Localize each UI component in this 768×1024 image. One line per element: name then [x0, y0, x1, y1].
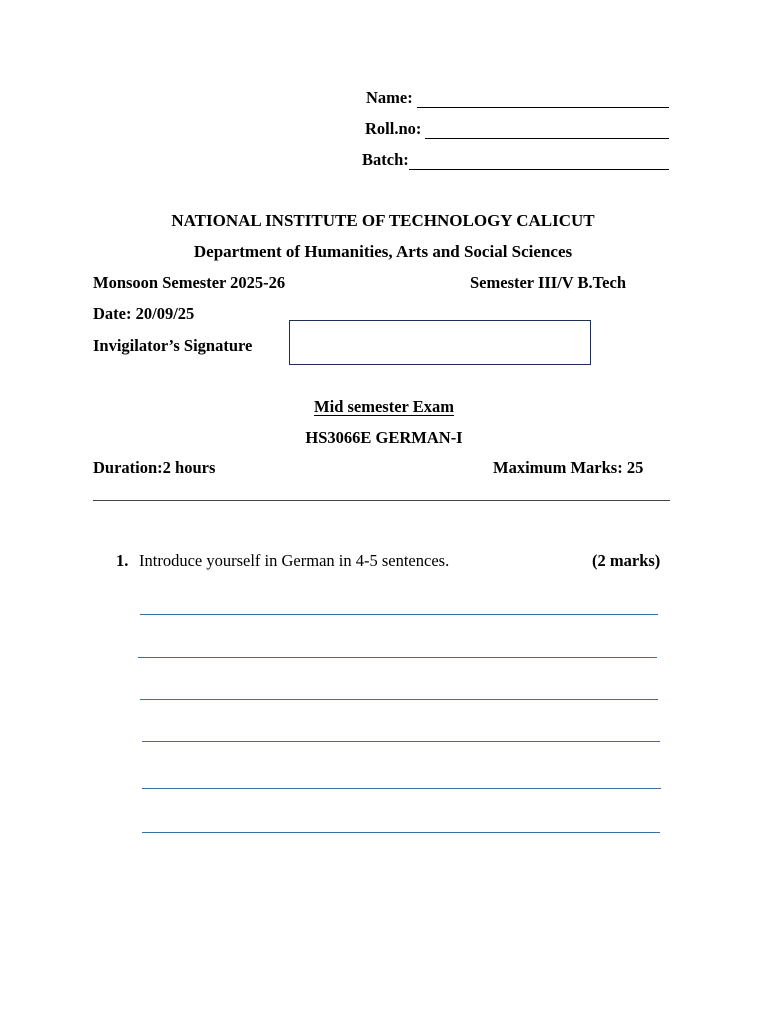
answer-line[interactable]: [140, 699, 658, 700]
question-number: 1.: [116, 551, 129, 570]
roll-label: Roll.no:: [365, 119, 422, 138]
roll-input-line[interactable]: [425, 122, 669, 139]
batch-label: Batch:: [362, 150, 409, 169]
maximum-marks: Maximum Marks: 25: [493, 458, 644, 477]
answer-line[interactable]: [140, 614, 658, 615]
answer-line[interactable]: [142, 832, 660, 833]
section-divider: [93, 500, 670, 501]
batch-field-row: [362, 150, 669, 170]
course-code-title: HS3066E GERMAN-I: [305, 428, 463, 447]
answer-line[interactable]: [142, 741, 660, 742]
batch-input-line[interactable]: [409, 153, 669, 170]
question-marks: (2 marks): [592, 551, 661, 570]
term-label: Monsoon Semester 2025-26: [93, 273, 286, 292]
answer-line[interactable]: [138, 657, 657, 658]
name-field-row: [366, 88, 669, 108]
semester-label: Semester III/V B.Tech: [470, 273, 626, 292]
exam-date: Date: 20/09/25: [93, 304, 195, 323]
institute-name: NATIONAL INSTITUTE OF TECHNOLOGY CALICUT: [171, 211, 595, 230]
exam-duration: Duration:2 hours: [93, 458, 216, 477]
name-label: Name:: [366, 88, 413, 107]
question-text: Introduce yourself in German in 4-5 sentences.: [139, 551, 450, 570]
name-input-line[interactable]: [417, 91, 669, 108]
roll-field-row: [365, 119, 669, 139]
answer-line[interactable]: [142, 788, 661, 789]
invigilator-signature-label: Invigilator’s Signature: [93, 336, 253, 355]
exam-title: Mid semester Exam: [314, 397, 454, 416]
invigilator-signature-box: [289, 320, 591, 365]
department-name: Department of Humanities, Arts and Social Sciences: [193, 242, 573, 261]
